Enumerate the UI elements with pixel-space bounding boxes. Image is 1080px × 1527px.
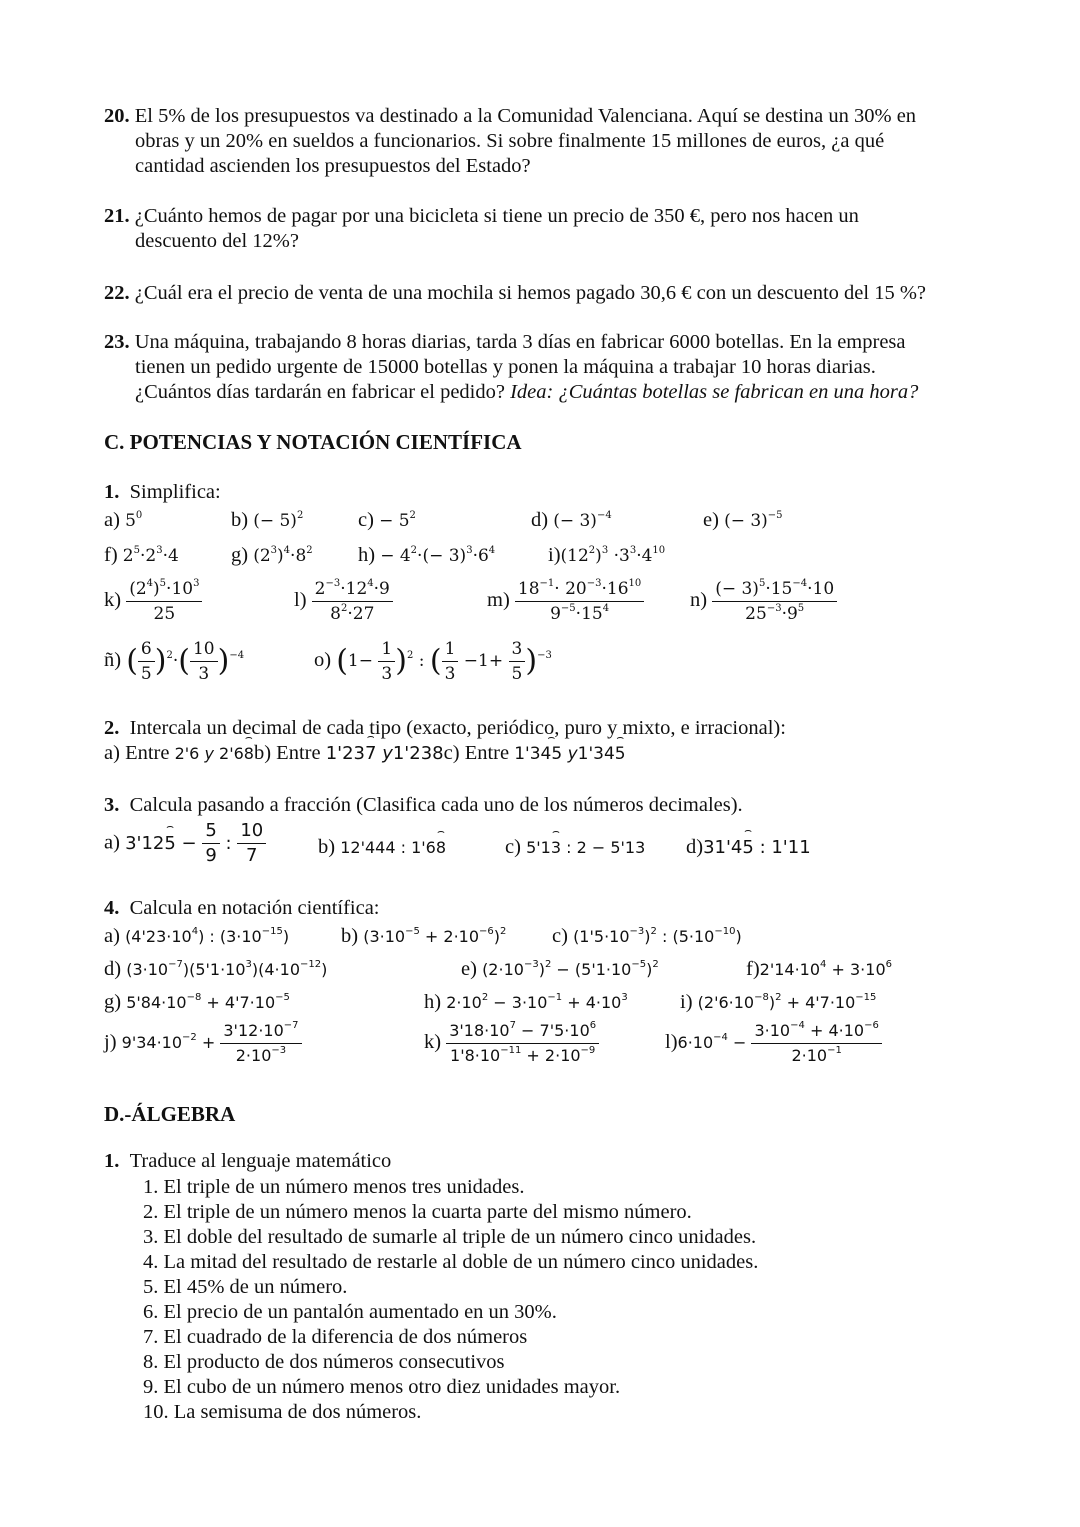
d1-list	[143, 1175, 758, 1425]
problem-text: descuento del 12%?	[135, 230, 299, 252]
expression: 12'444 : 1'6⌢ 8	[340, 838, 446, 857]
expression: $9'34\cdot 10^{-2}$ + $\frac{3'12\cdot 10^{-7}}{2\cdot 10^{-3}}$	[122, 1033, 302, 1052]
item-label: d)	[531, 509, 549, 531]
c2-title	[104, 717, 786, 740]
decimal: 1'3	[514, 744, 541, 764]
problem-text: obras y un 20% en sueldos a funcionarios. Si sobre finalmente 15 millones de euros, ¿a qué	[135, 130, 885, 152]
list-item: 7. El cuadrado de la diferencia de dos números	[143, 1326, 528, 1348]
c4-j	[104, 1020, 302, 1067]
exercise-number: 1.	[104, 1150, 120, 1172]
item-label: c)	[358, 509, 374, 531]
problem-text: El 5% de los presupuestos va destinado a la Comunidad Valenciana. Aquí se destina un 30% en	[134, 105, 917, 127]
c4-l	[665, 1020, 882, 1067]
c1-g	[231, 544, 313, 567]
decimal: 1'34	[577, 744, 615, 764]
expression: $5^0$	[125, 510, 143, 531]
c4-k	[424, 1020, 599, 1067]
c1-a	[104, 509, 142, 532]
item-label: g)	[231, 544, 249, 566]
expression: $(2'6\cdot 10^{-8})^2 + 4'7\cdot 10^{-15}$	[697, 992, 877, 1012]
item-label: b)	[231, 509, 249, 531]
list-item: 8. El producto de dos números consecutivos	[143, 1351, 505, 1373]
c4-c	[552, 925, 742, 948]
item-text: Entre	[125, 742, 170, 764]
d1-title	[104, 1150, 391, 1173]
conjunction: y	[567, 744, 578, 764]
item-text: Entre	[464, 742, 510, 764]
expression: (− 3)$^{-4}$	[553, 510, 612, 531]
c1-i	[548, 544, 665, 567]
c4-h	[424, 991, 628, 1014]
expression: $2'14\cdot 10^4 + 3\cdot 10^6$	[759, 959, 892, 979]
c2-a	[104, 742, 254, 764]
item-label: c)	[552, 925, 568, 947]
c1-title	[104, 481, 221, 504]
exercise-number: 4.	[104, 897, 120, 919]
list-item: 5. El 45% de un número.	[143, 1276, 348, 1298]
c4-f	[746, 958, 892, 981]
c4-i	[680, 991, 876, 1014]
expression: − $5^2$	[379, 510, 416, 531]
c1-e	[703, 509, 783, 532]
c2-c	[444, 742, 626, 764]
item-label: h)	[358, 544, 376, 566]
expression: $2\cdot 10^2 - 3\cdot 10^{-1} + 4\cdot 10^3$	[446, 992, 628, 1012]
c1-n	[690, 578, 837, 625]
c4-e	[461, 958, 659, 981]
expression: $\frac{18^{-1}\cdot 20^{-3}\cdot 16^{10}}{9^{-5}\cdot 15^4}$	[515, 578, 644, 625]
item-label: j)	[104, 1031, 117, 1053]
expression: ( $\frac{6}{5}$ )$^2$·( $\frac{10}{3}$ )$^{-4}$	[126, 639, 245, 684]
c2-items	[104, 742, 626, 765]
list-item: 4. La mitad del resultado de restarle al doble de un número cinco unidades.	[143, 1251, 759, 1273]
item-label: a)	[104, 925, 120, 947]
problem-hint: Idea: ¿Cuántas botellas se fabrican en una hora?	[510, 381, 919, 403]
item-label: c)	[505, 836, 521, 858]
c1-ny	[104, 638, 244, 685]
expression: 31'4⌢ 5 : 1'11	[703, 837, 811, 858]
item-label: e)	[703, 509, 719, 531]
c1-h	[358, 544, 495, 567]
item-label: d)	[686, 836, 704, 858]
problem-20	[104, 104, 916, 179]
expression: (− 5)$^2$	[253, 510, 304, 531]
problem-22	[104, 281, 926, 306]
exercise-number: 3.	[104, 794, 120, 816]
item-label: i)	[680, 991, 693, 1013]
conjunction: y	[204, 744, 214, 763]
c1-m	[487, 578, 644, 625]
list-item: 2. El triple de un número menos la cuarta parte del mismo número.	[143, 1201, 692, 1223]
expression: $(3\cdot 10^{-5} + 2\cdot 10^{-6})^2$	[363, 926, 507, 946]
expression	[326, 743, 444, 764]
item-label: k)	[104, 589, 122, 612]
problem-text: cantidad ascienden los presupuestos del Estado?	[135, 155, 531, 177]
item-label: b)	[341, 925, 359, 947]
expression: $2^5\cdot 2^3\cdot 4$	[122, 545, 179, 566]
list-item: 6. El precio de un pantalón aumentado en un 30%.	[143, 1301, 557, 1323]
c3-title	[104, 794, 743, 817]
item-label: l)	[294, 589, 307, 612]
section-d-heading: D.-ÁLGEBRA	[104, 1102, 236, 1126]
problem-number: 22.	[104, 282, 130, 304]
item-label: h)	[424, 991, 442, 1013]
item-label: l)	[665, 1031, 678, 1053]
repeating-digits: ⌢ 7	[365, 743, 376, 764]
c4-title	[104, 897, 380, 920]
item-label: c)	[443, 742, 460, 764]
expression: $\frac{(2^4)^5\cdot 10^3}{25}$	[126, 578, 202, 625]
expression: $(12^2)^3 \cdot 3^3\cdot 4^{10}$	[560, 545, 666, 566]
repeating-digits: ⌢ 8	[244, 744, 254, 763]
expression	[514, 744, 625, 764]
item-label: b)	[253, 742, 272, 764]
c1-b	[231, 509, 303, 532]
item-label: n)	[690, 589, 708, 612]
expression: (1− $\frac{1}{3}$ )$^2$ : ( $\frac{1}{3}$ −1+ $\frac{3}{5}$ )$^{-3}$	[336, 639, 552, 684]
c3-c	[505, 836, 645, 859]
c1-d	[531, 509, 612, 532]
item-label: g)	[104, 991, 122, 1013]
problem-number: 23.	[104, 331, 130, 353]
c1-l	[294, 578, 393, 625]
list-item: 3. El doble del resultado de sumarle al triple de un número cinco unidades.	[143, 1226, 757, 1248]
expression: 5'1⌢ 3 : 2 − 5'13	[526, 838, 645, 857]
item-label: e)	[461, 958, 477, 980]
item-label: a)	[104, 509, 120, 531]
exercise-number: 1.	[104, 481, 120, 503]
conjunction: y	[382, 743, 393, 764]
item-label: i)	[548, 544, 561, 566]
c4-a	[104, 925, 289, 948]
exercise-title: Traduce al lenguaje matemático	[129, 1150, 392, 1172]
item-label: a)	[104, 831, 120, 854]
c1-c	[358, 509, 416, 532]
item-label: m)	[487, 589, 510, 612]
expression: $\frac{(- 3)^5\cdot 15^{-4}\cdot 10}{25^{-3}\cdot 9^5}$	[712, 578, 837, 625]
c1-f	[104, 544, 179, 567]
c4-g	[104, 991, 290, 1014]
expression: $(2^3)^4\cdot 8^2$	[253, 545, 313, 566]
c1-o	[314, 638, 552, 685]
item-label: f)	[746, 958, 760, 980]
expression: 3'12⌢ 5 − $\frac{5}{9}$ : $\frac{10}{7}$	[125, 833, 266, 854]
repeating-digits: ⌢ 5	[615, 744, 626, 764]
exercise-title: Calcula en notación científica:	[129, 897, 380, 919]
c3-a	[104, 820, 266, 867]
section-c-heading: C. POTENCIAS Y NOTACIÓN CIENTÍFICA	[104, 430, 522, 454]
item-label: k)	[424, 1031, 442, 1053]
expression: $(2\cdot 10^{-3})^2 - (5'1\cdot 10^{-5})^2$	[482, 959, 659, 979]
expression: $\frac{3'18\cdot 10^7 - 7'5\cdot 10^6}{1'8\cdot 10^{-11} + 2\cdot 10^{-9}}$	[446, 1033, 599, 1052]
decimal: 1'238	[392, 743, 444, 764]
c3-b	[318, 836, 446, 859]
exercise-title: Simplifica:	[129, 481, 221, 503]
expression: $(3\cdot 10^{-7})(5'1\cdot 10^3)(4\cdot 10^{-12})$	[126, 959, 328, 979]
exercise-number: 2.	[104, 717, 120, 739]
list-item: 1. El triple de un número menos tres unidades.	[143, 1176, 525, 1198]
expression: $(4'23\cdot 10^4)$ : $(3\cdot 10^{-15})$	[125, 926, 290, 946]
expression: − $4^2\cdot(- 3)^3\cdot 6^4$	[380, 545, 496, 566]
item-label: ñ)	[104, 649, 122, 671]
problem-text: Una máquina, trabajando 8 horas diarias, tarda 3 días en fabricar 6000 botellas. En la empresa	[134, 331, 906, 353]
list-item: 9. El cubo de un número menos otro diez unidades mayor.	[143, 1376, 621, 1398]
problem-text: ¿Cuántos días tardarán en fabricar el pedido?	[135, 381, 505, 403]
item-label: f)	[104, 544, 118, 566]
item-text: Entre	[276, 742, 321, 764]
expression: $5'84\cdot 10^{-8} + 4'7\cdot 10^{-5}$	[126, 992, 290, 1012]
decimal: 2'6	[219, 744, 244, 763]
repeating-digits: ⌢ 45	[541, 744, 563, 764]
list-item: 10. La semisuma de dos números.	[143, 1401, 422, 1423]
item-label: a)	[104, 742, 120, 764]
problem-text: tienen un pedido urgente de 15000 botellas y ponen la máquina a trabajar 10 horas diarias.	[135, 356, 876, 378]
problem-text: ¿Cuánto hemos de pagar por una bicicleta si tiene un precio de 350 €, pero nos hacen un	[134, 205, 859, 227]
expression: $\frac{2^{-3}\cdot 12^4\cdot 9}{8^2\cdot 27}$	[312, 578, 393, 625]
c4-d	[104, 958, 327, 981]
expression: $6\cdot 10^{-4}$ − $\frac{3\cdot 10^{-4} + 4\cdot 10^{-6}}{2\cdot 10^{-1}}$	[678, 1033, 882, 1052]
item-label: b)	[318, 836, 336, 858]
exercise-title: Intercala un decimal de cada tipo (exacto, periódico, puro y mixto, e irracional):	[129, 717, 786, 739]
decimal: 2'6	[174, 744, 200, 763]
problem-23	[104, 330, 918, 405]
item-label: o)	[314, 649, 332, 671]
c4-b	[341, 925, 506, 948]
problem-text: ¿Cuál era el precio de venta de una mochila si hemos pagado 30,6 € con un descuento del 15 %?	[134, 282, 927, 304]
c3-d	[686, 836, 811, 859]
expression: $(1'5\cdot 10^{-3})^2$ : $(5\cdot 10^{-10})$	[573, 926, 742, 946]
item-label: d)	[104, 958, 122, 980]
problem-number: 21.	[104, 205, 130, 227]
expression	[175, 744, 254, 763]
c2-b	[254, 742, 444, 764]
decimal: 1'23	[325, 743, 366, 764]
problem-number: 20.	[104, 105, 130, 127]
expression: (− 3)$^{-5}$	[724, 510, 783, 531]
c1-k	[104, 578, 202, 625]
exercise-title: Calcula pasando a fracción (Clasifica cada uno de los números decimales).	[129, 794, 743, 816]
problem-21	[104, 204, 859, 254]
